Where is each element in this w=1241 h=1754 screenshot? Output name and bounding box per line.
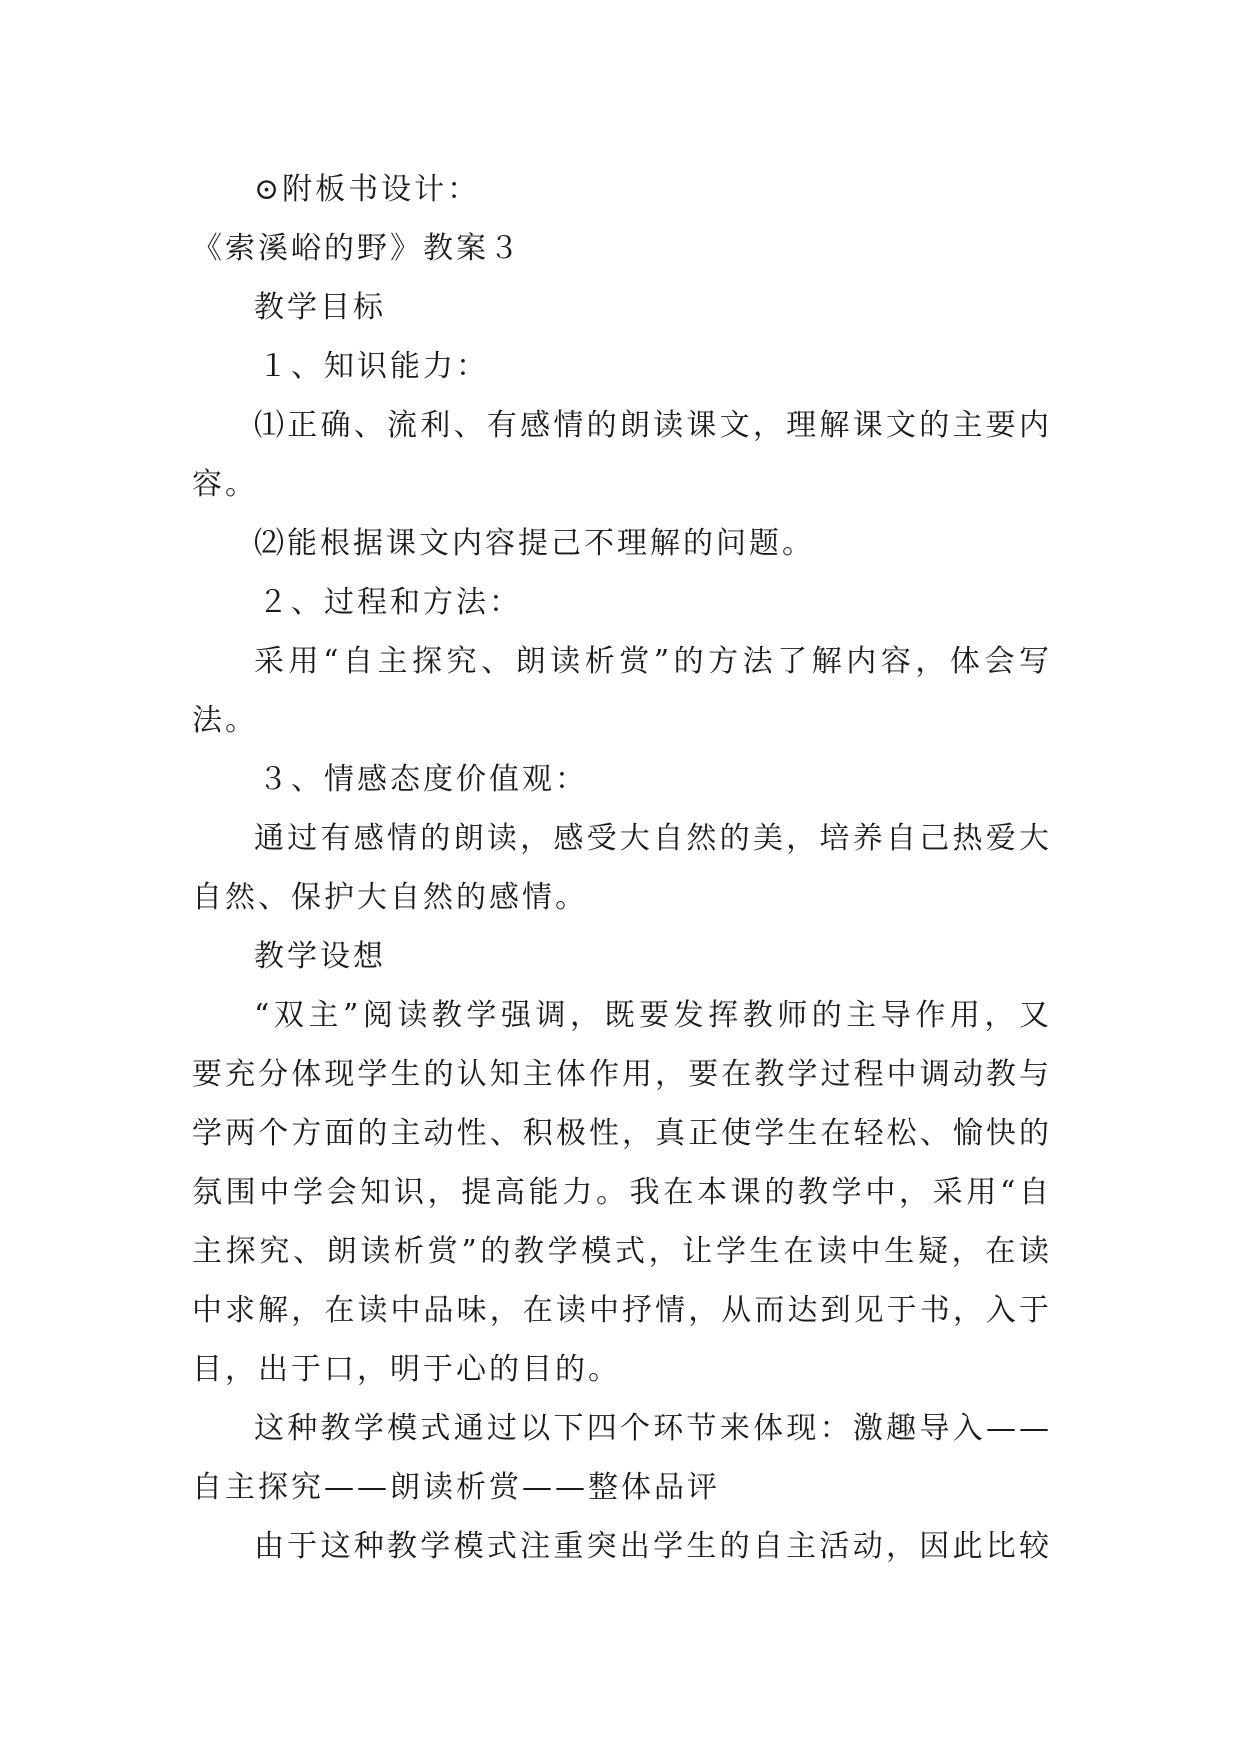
lesson-plan-title: 《索溪峪的野》教案３	[192, 231, 522, 266]
paragraph-line: 通过有感情的朗读，感受大自然的美，培养自己热爱大	[254, 821, 1052, 856]
paragraph-line: 要充分体现学生的认知主体作用，要在教学过程中调动教与	[192, 1057, 1052, 1092]
goal-item-emotion: ３、情感态度价值观：	[258, 762, 588, 797]
paragraph-line: “双主”阅读教学强调，既要发挥教师的主导作用，又	[254, 998, 1052, 1033]
goal-item-knowledge: １、知识能力：	[258, 349, 489, 384]
paragraph-line: 氛围中学会知识，提高能力。我在本课的教学中，采用“自	[192, 1175, 1052, 1210]
paragraph-line: ⑵能根据课文内容提己不理解的问题。	[254, 526, 815, 561]
paragraph-line: 学两个方面的主动性、积极性，真正使学生在轻松、愉快的	[192, 1116, 1052, 1151]
paragraph-line: 自然、保护大自然的感情。	[192, 880, 588, 915]
document-body	[192, 160, 1052, 1576]
paragraph-line: ⑴正确、流利、有感情的朗读课文，理解课文的主要内	[254, 408, 1052, 443]
paragraph-line: 这种教学模式通过以下四个环节来体现：激趣导入——	[254, 1411, 1052, 1446]
paragraph-line: 目，出于口，明于心的目的。	[192, 1352, 621, 1387]
paragraph-line: 自主探究——朗读析赏——整体品评	[192, 1470, 720, 1505]
paragraph-line: 法。	[192, 703, 258, 738]
board-design-heading: ⊙附板书设计：	[254, 172, 481, 207]
paragraph-line: 容。	[192, 467, 258, 502]
paragraph-line: 主探究、朗读析赏”的教学模式，让学生在读中生疑，在读	[192, 1234, 1052, 1269]
paragraph-line: 由于这种教学模式注重突出学生的自主活动，因此比较	[254, 1529, 1052, 1564]
goal-item-process: ２、过程和方法：	[258, 585, 522, 620]
paragraph-line: 采用“自主探究、朗读析赏”的方法了解内容，体会写	[254, 644, 1052, 679]
section-heading-teaching-idea: 教学设想	[254, 939, 386, 974]
paragraph-line: 中求解，在读中品味，在读中抒情，从而达到见于书，入于	[192, 1293, 1052, 1328]
section-heading-teaching-goals: 教学目标	[254, 290, 386, 325]
